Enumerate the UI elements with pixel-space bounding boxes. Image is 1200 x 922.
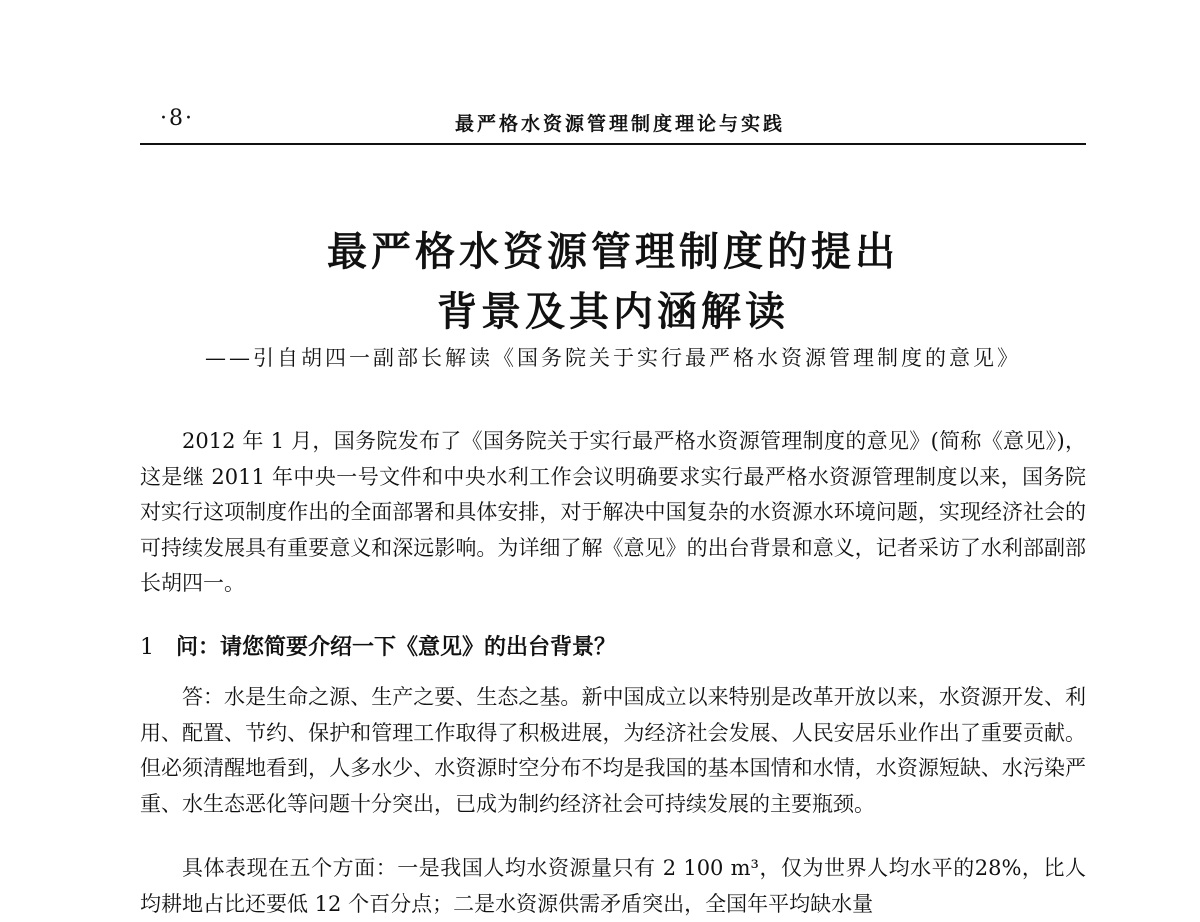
- running-title: 最严格水资源管理制度理论与实践: [455, 113, 786, 135]
- detail-paragraph: 具体表现在五个方面：一是我国人均水资源量只有 2 100 m³，仅为世界人均水平的28%，比人均耕地占比还要低 12 个百分点；二是水资源供需矛盾突出，全国年平均缺水量: [140, 856, 1086, 916]
- section-heading: [140, 630, 616, 661]
- intro-paragraph: 2012 年 1 月，国务院发布了《国务院关于实行最严格水资源管理制度的意见》(简称《意见》)，这是继 2011 年中央一号文件和中央水利工作会议明确要求实行最严格水资源管理制度以来，国务院对实行这项制度作出的全面部署和具体安排，对于解决中国复杂的水资源水环境问题，实现经济社会的可持续发展具有重要意义和深远影响。为详细了解《意见》的出台背景和意义，记者采访了水利部副部长胡四一。: [140, 429, 1086, 595]
- article-subtitle: ——引自胡四一副部长解读《国务院关于实行最严格水资源管理制度的意见》: [205, 346, 1021, 370]
- section-number: 1: [140, 635, 154, 660]
- article-title-line-1: 最严格水资源管理制度的提出: [327, 229, 899, 275]
- section-question: 问：请您简要介绍一下《意见》的出台背景？: [176, 635, 617, 660]
- header-rule: [140, 143, 1086, 145]
- page-number: ·8·: [160, 106, 194, 131]
- article-title-line-2: 背景及其内涵解读: [437, 289, 789, 335]
- answer-paragraph: 答：水是生命之源、生产之要、生态之基。新中国成立以来特别是改革开放以来，水资源开发、利用、配置、节约、保护和管理工作取得了积极进展，为经济社会发展、人民安居乐业作出了重要贡献。但必须清醒地看到，人多水少、水资源时空分布不均是我国的基本国情和水情，水资源短缺、水污染严重、水生态恶化等问题十分突出，已成为制约经济社会可持续发展的主要瓶颈。: [140, 685, 1086, 816]
